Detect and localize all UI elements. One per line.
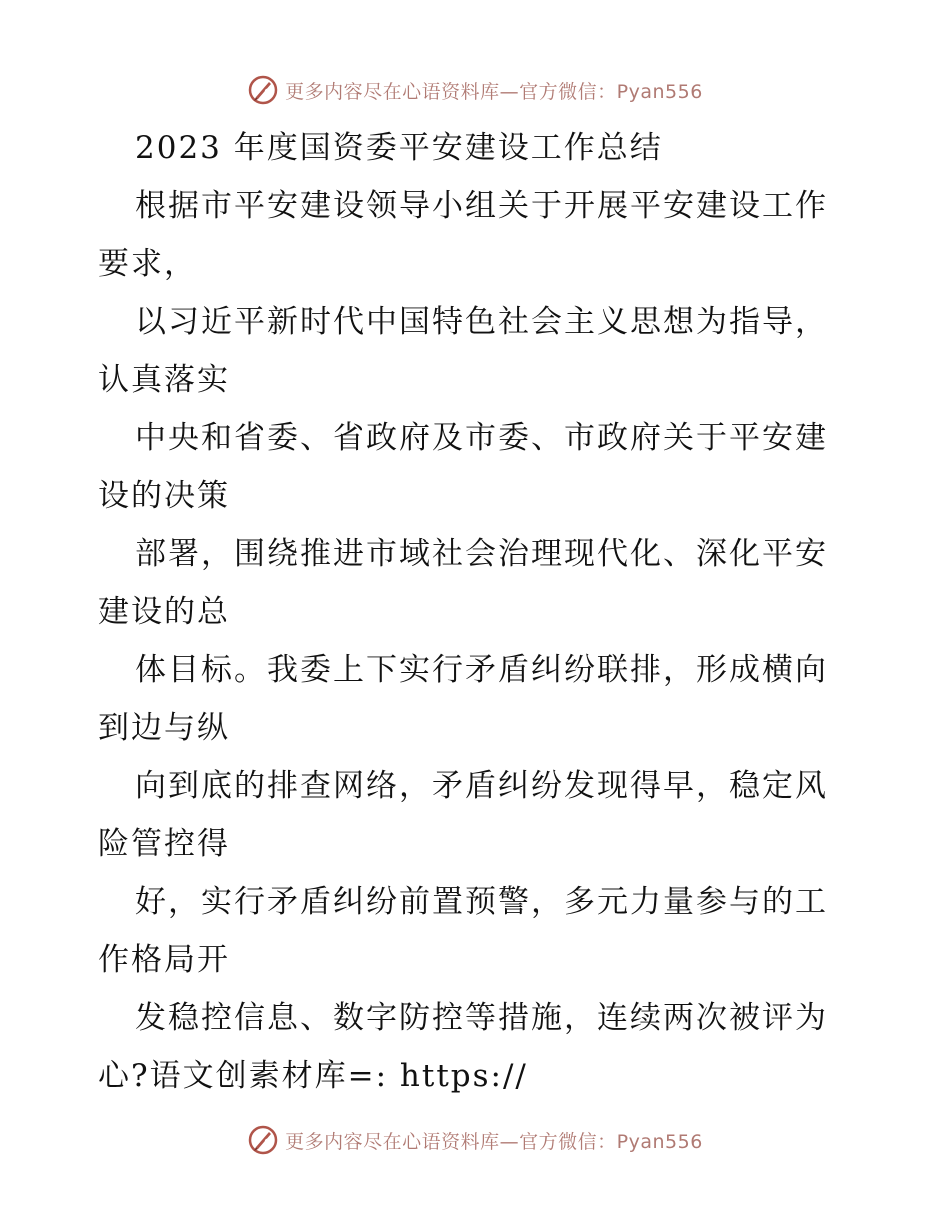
footer-banner bbox=[0, 1122, 950, 1158]
header-banner-text: 更多内容尽在心语资料库—官方微信：Pyan556 bbox=[285, 80, 703, 103]
paragraph-line: 根据市平安建设领导小组关于开展平安建设工作 bbox=[135, 188, 828, 224]
paragraph-line: 作格局开 bbox=[98, 942, 230, 978]
paragraph-line: 心?语文创素材库=: https:// bbox=[98, 1058, 528, 1094]
paragraph-line: 到边与纵 bbox=[98, 710, 230, 746]
paragraph-line: 体目标。我委上下实行矛盾纠纷联排，形成横向 bbox=[135, 652, 828, 688]
paragraph-line: 以习近平新时代中国特色社会主义思想为指导， bbox=[135, 304, 828, 340]
paragraph-line: 部署，围绕推进市域社会治理现代化、深化平安 bbox=[135, 536, 828, 572]
footer-banner-text: 更多内容尽在心语资料库—官方微信：Pyan556 bbox=[285, 1130, 703, 1153]
quill-pen-logo-icon bbox=[247, 1124, 279, 1156]
paragraph-line: 建设的总 bbox=[98, 594, 230, 630]
paragraph-line: 中央和省委、省政府及市委、市政府关于平安建 bbox=[135, 420, 828, 456]
paragraph-line: 好，实行矛盾纠纷前置预警，多元力量参与的工 bbox=[135, 884, 828, 920]
document-title: 2023 年度国资委平安建设工作总结 bbox=[135, 130, 663, 166]
paragraph-line: 要求， bbox=[98, 246, 197, 282]
paragraph-line: 向到底的排查网络，矛盾纠纷发现得早，稳定风 bbox=[135, 768, 828, 804]
paragraph-line: 设的决策 bbox=[98, 478, 230, 514]
paragraph-line: 发稳控信息、数字防控等措施，连续两次被评为 bbox=[135, 1000, 828, 1036]
paragraph-line: 险管控得 bbox=[98, 826, 230, 862]
paragraph-line: 认真落实 bbox=[98, 362, 230, 398]
